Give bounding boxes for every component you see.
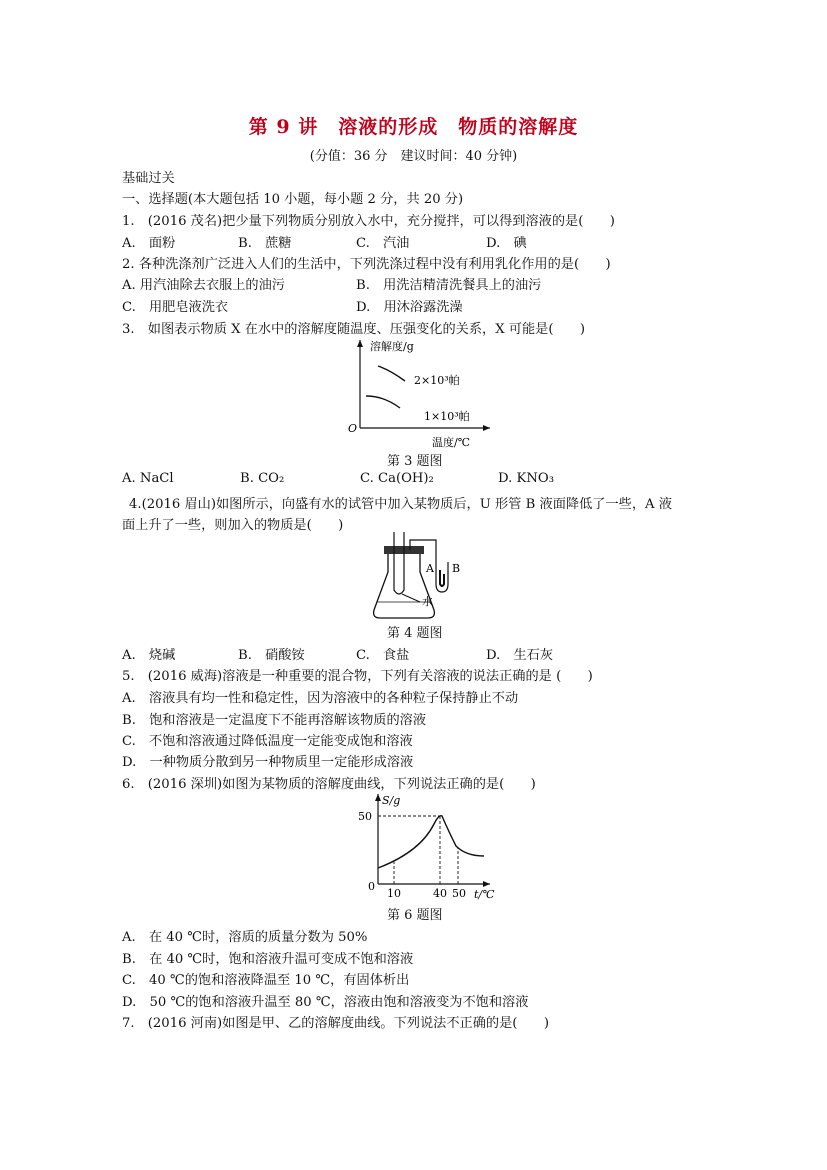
- q1-option-b: B. 蔗糖: [238, 236, 292, 251]
- q3-caption: 第 3 题图: [387, 454, 443, 469]
- q6-xtick-10: 10: [387, 887, 401, 900]
- q3-option-a: A. NaCl: [122, 471, 174, 486]
- q4-caption: 第 4 题图: [387, 626, 443, 641]
- q4-test-tube: [394, 532, 404, 594]
- q4-u-tube-liquid: [440, 570, 444, 586]
- q6-caption: 第 6 题图: [387, 908, 443, 923]
- q6-y-arrow: [375, 794, 381, 801]
- q3-option-c: C. Ca(OH)₂: [360, 471, 434, 486]
- q3-y-arrow: [357, 340, 363, 347]
- q6-option-c: C. 40 ℃的饱和溶液降温至 10 ℃，有固体析出: [122, 973, 410, 988]
- q3-option-b: B. CO₂: [240, 471, 285, 486]
- q4-option-d: D. 生石灰: [486, 648, 554, 663]
- q6-stem: 6. (2016 深圳)如图为某物质的溶解度曲线，下列说法正确的是( ): [122, 777, 536, 792]
- q6-ytick-50: 50: [358, 810, 372, 823]
- q3-figure: [320, 336, 510, 451]
- q4-label-a: A: [426, 562, 434, 575]
- q6-y-label: S/g: [382, 794, 401, 807]
- q6-option-d: D. 50 ℃的饱和溶液升温至 80 ℃，溶液由饱和溶液变为不饱和溶液: [122, 995, 529, 1010]
- page-subtitle: (分值：36 分 建议时间：40 分钟): [309, 149, 518, 164]
- q1-option-c: C. 汽油: [356, 236, 410, 251]
- q5-option-c: C. 不饱和溶液通过降低温度一定能变成饱和溶液: [122, 734, 413, 749]
- q4-option-a: A. 烧碱: [122, 648, 176, 663]
- q2-option-a: A. 用汽油除去衣服上的油污: [122, 278, 285, 293]
- q1-option-a: A. 面粉: [122, 236, 176, 251]
- q3-x-arrow: [483, 425, 490, 431]
- q6-option-a: A. 在 40 ℃时，溶质的质量分数为 50%: [122, 930, 368, 945]
- part-heading: 一、选择题(本大题包括 10 小题，每小题 2 分，共 20 分): [122, 192, 464, 207]
- q1-stem: 1. (2016 茂名)把少量下列物质分别放入水中，充分搅拌，可以得到溶液的是( ): [122, 214, 615, 229]
- q4-option-c: C. 食盐: [356, 648, 410, 663]
- q2-stem: 2. 各种洗涤剂广泛进入人们的生活中，下列洗涤过程中没有利用乳化作用的是( ): [122, 257, 611, 272]
- q3-curve-upper-label: 2×10³帕: [414, 374, 460, 387]
- section-title: 基础过关: [122, 171, 175, 186]
- q2-option-b: B. 用洗洁精清洗餐具上的油污: [356, 278, 542, 293]
- q1-option-d: D. 碘: [486, 236, 527, 251]
- q6-solubility-curve: [378, 816, 484, 868]
- q3-option-d: D. KNO₃: [498, 471, 554, 486]
- q4-figure: [368, 532, 468, 624]
- q3-curve-lower: [366, 396, 400, 408]
- q6-x-label: t/℃: [474, 888, 495, 901]
- q6-xtick-40: 40: [433, 887, 447, 900]
- q5-option-a: A. 溶液具有均一性和稳定性，因为溶液中的各种粒子保持静止不动: [122, 691, 519, 706]
- q4-stem-line2: 面上升了一些，则加入的物质是( ): [122, 518, 344, 533]
- q5-option-b: B. 饱和溶液是一定温度下不能再溶解该物质的溶液: [122, 713, 427, 728]
- q4-label-b: B: [452, 562, 461, 575]
- page-title: 第 9 讲 溶液的形成 物质的溶解度: [248, 116, 579, 138]
- q6-option-b: B. 在 40 ℃时，饱和溶液升温可变成不饱和溶液: [122, 952, 414, 967]
- q3-origin: O: [348, 422, 358, 435]
- q5-option-d: D. 一种物质分散到另一种物质里一定能形成溶液: [122, 755, 414, 770]
- q3-stem: 3. 如图表示物质 X 在水中的溶解度随温度、压强变化的关系，X 可能是( ): [122, 322, 586, 337]
- q3-curve-lower-label: 1×10³帕: [424, 410, 470, 423]
- q3-curve-upper: [378, 366, 405, 381]
- q4-label-water: 水: [422, 595, 433, 608]
- q2-option-c: C. 用肥皂液洗衣: [122, 300, 229, 315]
- q6-x-arrow: [483, 881, 490, 887]
- q7-stem: 7. (2016 河南)如图是甲、乙的溶解度曲线。下列说法不正确的是( ): [122, 1016, 549, 1031]
- q6-origin: 0: [368, 880, 375, 893]
- q2-option-d: D. 用沐浴露洗澡: [356, 300, 463, 315]
- q4-option-b: B. 硝酸铵: [238, 648, 305, 663]
- q5-stem: 5. (2016 威海)溶液是一种重要的混合物，下列有关溶液的说法正确的是 ( ): [122, 669, 593, 684]
- q4-stem-line1: 4.(2016 眉山)如图所示，向盛有水的试管中加入某物质后，U 形管 B 液面降低了一些，A 液: [129, 497, 672, 512]
- q3-y-label: 溶解度/g: [370, 340, 414, 353]
- q6-xtick-50: 50: [452, 887, 466, 900]
- q6-figure: [340, 790, 510, 902]
- q4-water-pointer: [402, 594, 420, 602]
- q3-x-label: 温度/℃: [432, 436, 471, 449]
